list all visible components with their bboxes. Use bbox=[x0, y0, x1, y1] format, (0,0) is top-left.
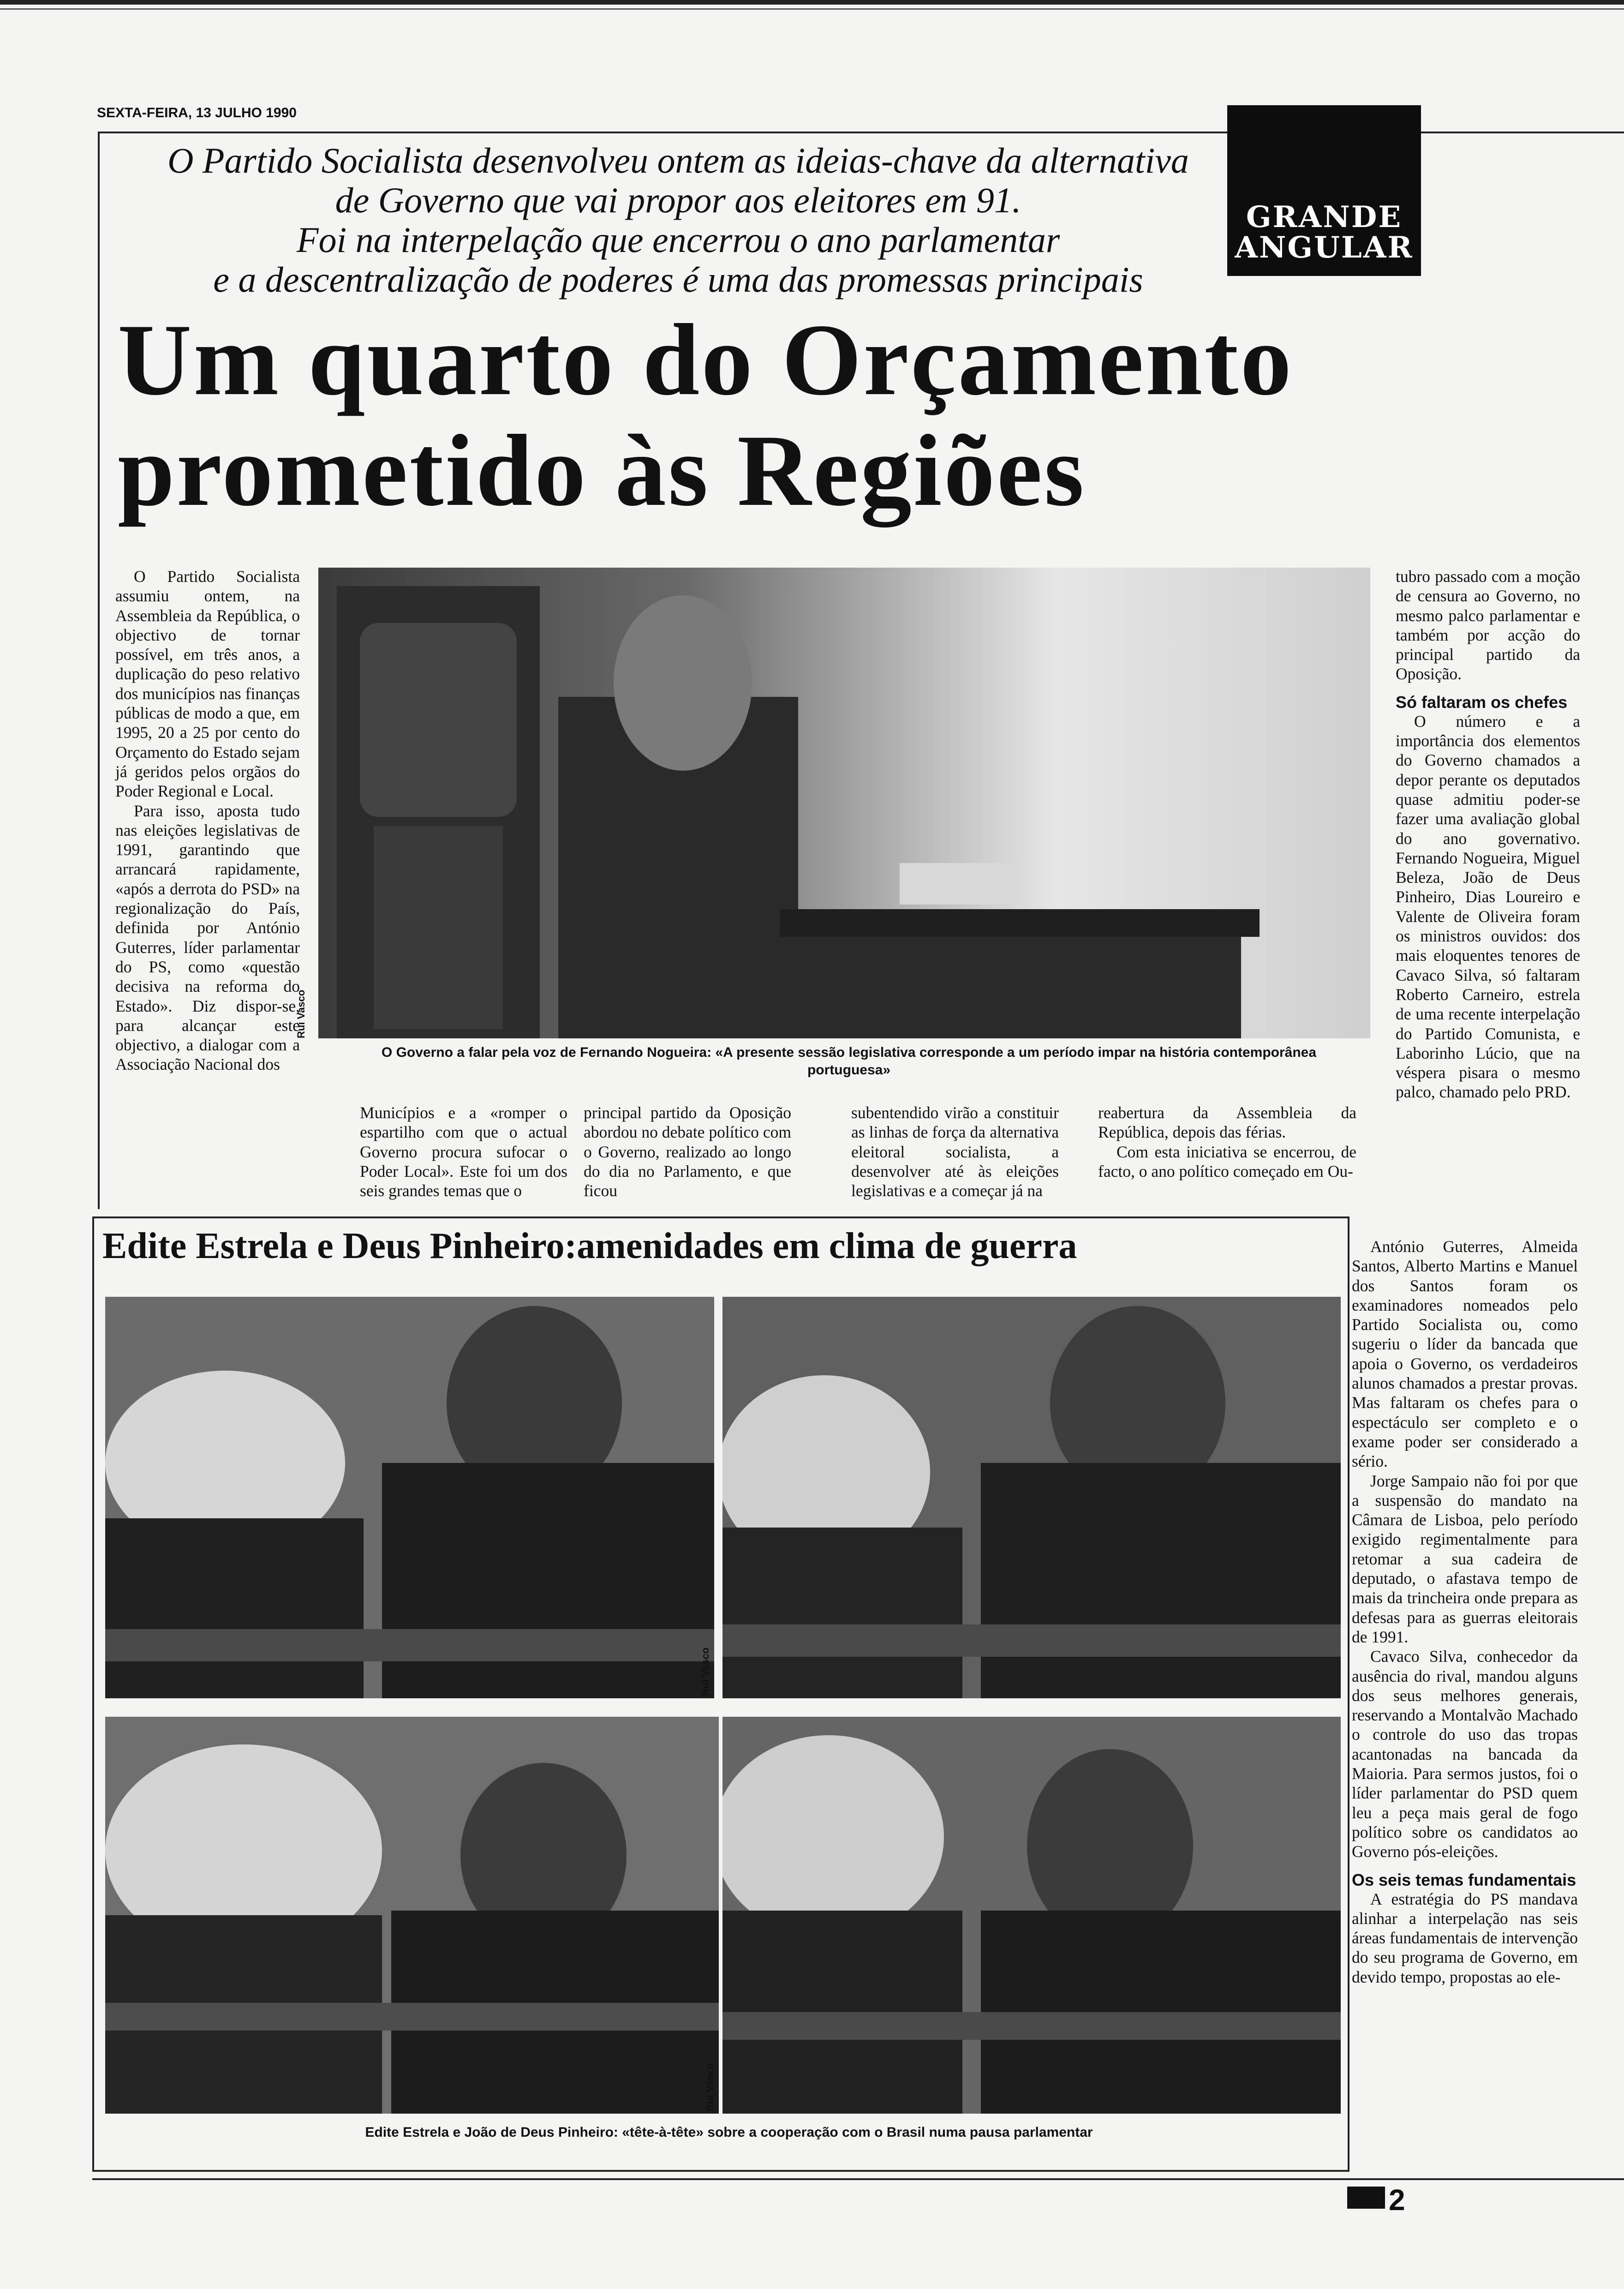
paragraph: tubro passado com a moção de censura ao Governo, no mesmo palco parlamentar e também por acção do principal partido da Oposição. bbox=[1396, 567, 1580, 683]
dateline: SEXTA-FEIRA, 13 JULHO 1990 bbox=[97, 105, 297, 120]
photo-credit: Rui Vasco bbox=[295, 989, 307, 1038]
sidebar-photo bbox=[722, 1297, 1341, 1698]
headline-line: prometido às Regiões bbox=[118, 414, 1086, 527]
kicker-line: de Governo que vai propor aos eleitores em 91. bbox=[335, 180, 1021, 220]
sidebar-title: Edite Estrela e Deus Pinheiro:amenidades em clima de guerra bbox=[102, 1226, 1077, 1266]
paragraph: Municípios e a «romper o espartilho com que o actual Governo procura sufocar o Poder Local». Este foi um dos seis grandes temas que o bbox=[360, 1103, 567, 1200]
paragraph: A estratégia do PS mandava alinhar a interpelação nas seis áreas fundamentais de intervenção do seu programa de Governo, em devido tempo, propostas ao ele- bbox=[1352, 1889, 1578, 1986]
newspaper-logo bbox=[1347, 2187, 1385, 2209]
paragraph: reabertura da Assembleia da República, depois das férias. bbox=[1098, 1103, 1356, 1142]
kicker-line: O Partido Socialista desenvolveu ontem as ideias-chave da alternativa bbox=[167, 140, 1189, 180]
article-column-3 bbox=[584, 1103, 791, 1200]
paragraph: O número e a importância dos elementos do Governo chamados a depor perante os deputados quase admitiu poder-se fazer uma avaliação global do ano governativo. Fernando Nogueira, Miguel Beleza, João de Deus Pinheiro, Dias Loureiro e Valente de Oliveira foram os ministros ouvidos: dos mais eloquentes tenores de Cavaco Silva, só faltaram Roberto Carneiro, estrela de uma recente interpelação do Partido Comunista, e Laborinho Lúcio, que na véspera pisara o mesmo palco, chamado pelo PRD. bbox=[1396, 712, 1580, 1102]
badge-line: ANGULAR bbox=[1235, 230, 1414, 265]
main-photo bbox=[318, 568, 1370, 1038]
paragraph: Jorge Sampaio não foi por que a suspensão do mandato na Câmara de Lisboa, pelo período exigido regimentalmente para retomar a sua cadeira de deputado, o afastava tempo de mais da trincheira onde prepara as defesas para as guerras eleitorais de 1991. bbox=[1352, 1471, 1578, 1646]
paragraph: subentendido virão a constituir as linhas de força da alternativa eleitoral socialista, a desenvolver até às eleições legislativas e a começar já na bbox=[851, 1103, 1059, 1200]
photo-credit: Rui Vasco bbox=[699, 1647, 711, 1696]
main-photo-caption: O Governo a falar pela voz de Fernando Nogueira: «A presente sessão legislativa corresponde a um período impar na história contemporânea portuguesa» bbox=[381, 1045, 1317, 1078]
headline bbox=[118, 305, 1293, 526]
subheading: Os seis temas fundamentais bbox=[1352, 1870, 1576, 1889]
paragraph: O Partido Socialista assumiu ontem, na Assembleia da República, o objectivo de tornar possível, em três anos, a duplicação do peso relativo dos municípios nas finanças públicas de modo a que, em 1995, 20 a 25 por cento do Orçamento do Estado sejam já geridos pelos orgãos do Poder Regional e Local. bbox=[115, 567, 300, 801]
top-rule-thin bbox=[0, 8, 1624, 10]
sidebar-photo bbox=[105, 1717, 719, 2114]
article-column-2 bbox=[360, 1103, 567, 1200]
kicker bbox=[120, 141, 1236, 300]
headline-line: Um quarto do Orçamento bbox=[118, 303, 1294, 417]
section-badge bbox=[1227, 105, 1421, 276]
article-column-right bbox=[1396, 567, 1580, 1102]
kicker-line: Foi na interpelação que encerrou o ano parlamentar bbox=[296, 220, 1060, 260]
sidebar-photo bbox=[722, 1717, 1341, 2114]
paragraph: Com esta iniciativa se encerrou, de facto, o ano político começado em Ou- bbox=[1098, 1142, 1356, 1180]
top-rule bbox=[0, 0, 1624, 5]
paragraph: Para isso, aposta tudo nas eleições legislativas de 1991, garantindo que arrancará rapidamente, «após a derrota do PSD» na regionalização do País, definida por António Guterres, líder parlamentar do PS, como «questão decisiva na reforma do Estado». Diz dispor-se, para alcançar este objectivo, a dialogar com a Associação Nacional dos bbox=[115, 801, 300, 1074]
article-column-right-lower bbox=[1352, 1237, 1578, 1987]
sidebar-caption: Edite Estrela e João de Deus Pinheiro: «tête-à-tête» sobre a cooperação com o Brasil numa pausa parlamentar bbox=[365, 2125, 1093, 2140]
paragraph: Cavaco Silva, conhecedor da ausência do rival, mandou alguns dos seus melhores generais, reservando a Montalvão Machado o controle do uso das tropas acantonadas na bancada da Maioria. Para sermos justos, foi o líder parlamentar do PSD quem leu a peça mais geral de fogo político sobre os candidatos ao Governo pós-eleições. bbox=[1352, 1647, 1578, 1861]
sidebar-photo bbox=[105, 1297, 714, 1698]
footer-rule bbox=[92, 2178, 1624, 2180]
article-column-4 bbox=[851, 1103, 1059, 1200]
article-column-1 bbox=[115, 567, 300, 1074]
kicker-line: e a descentralização de poderes é uma das promessas principais bbox=[213, 259, 1143, 300]
page-number: 2 bbox=[1389, 2183, 1405, 2217]
subheading: Só faltaram os chefes bbox=[1396, 692, 1568, 712]
paragraph: António Guterres, Almeida Santos, Alberto Martins e Manuel dos Santos foram os examinadores nomeados pelo Partido Socialista ou, como sugeriu o líder da bancada que apoia o Governo, os verdadeiros alunos chamados a prestar provas. Mas faltaram os chefes para o espectáculo ser completo e o exame poder ser considerado a sério. bbox=[1352, 1237, 1578, 1471]
photo-credit: Rui Vasco bbox=[704, 2062, 716, 2111]
badge-line: GRANDE bbox=[1246, 200, 1403, 234]
paragraph: principal partido da Oposição abordou no debate político com o Governo, realizado ao longo do dia no Parlamento, e que ficou bbox=[584, 1103, 791, 1200]
article-column-5 bbox=[1098, 1103, 1356, 1181]
